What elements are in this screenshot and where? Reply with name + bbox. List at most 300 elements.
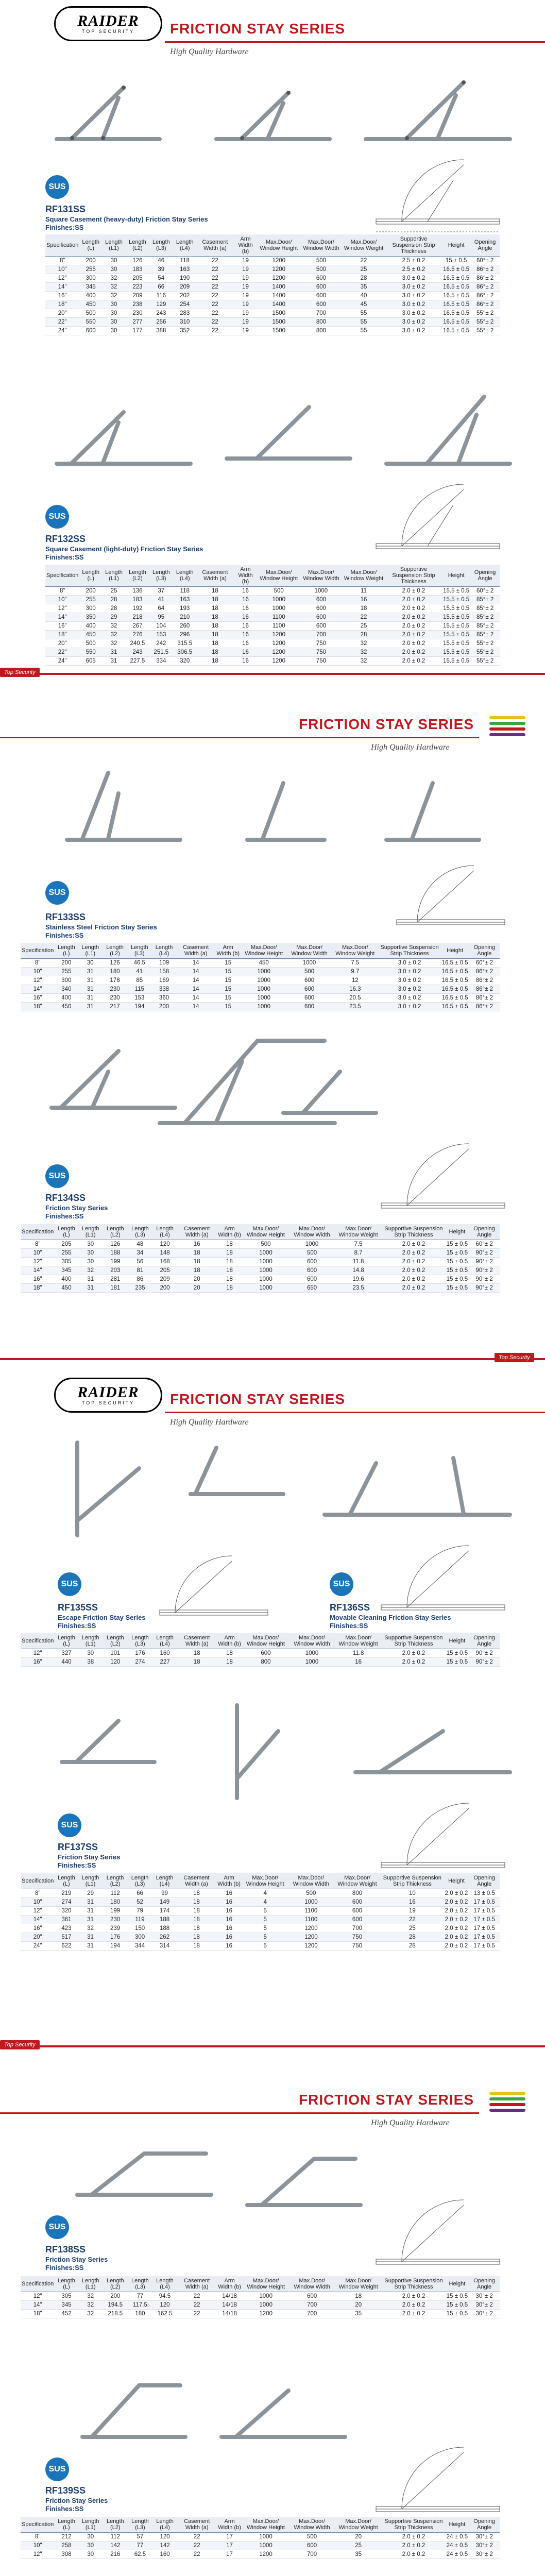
table-cell: 209 [152, 1275, 177, 1284]
table-cell: 188 [152, 1916, 177, 1924]
technical-drawing [371, 479, 505, 562]
table-cell: 32 [78, 2301, 103, 2310]
table-cell: 30°± 2 [469, 2310, 500, 2318]
table-cell: 15.5 ± 0.5 [442, 613, 470, 622]
column-header: Arm Width (b) [216, 2517, 243, 2533]
table-cell: 20" [45, 309, 79, 318]
table-cell: 12" [21, 2292, 55, 2301]
table-cell: 85°± 2 [470, 613, 500, 622]
table-cell: 8" [21, 1889, 55, 1898]
table-cell: 11.8 [335, 1258, 382, 1266]
table-cell: 18 [177, 1658, 216, 1667]
table-row [45, 631, 500, 639]
table-cell: 183 [126, 265, 149, 274]
table-cell: 600 [287, 985, 332, 994]
table-cell: 22 [177, 2550, 216, 2559]
table-cell: 22 [381, 1916, 444, 1924]
title-rule [165, 41, 545, 43]
brand-logo [54, 1378, 162, 1413]
table-cell: 15 [215, 985, 241, 994]
column-header: Casement Width (a) [197, 565, 234, 587]
table-cell: 16 [216, 1889, 242, 1898]
table-cell: 120 [103, 1658, 128, 1667]
table-cell: 126 [103, 959, 127, 968]
table-cell: 210 [173, 613, 197, 622]
table-cell: 200 [79, 587, 102, 596]
table-cell: 18 [216, 1240, 243, 1249]
table-cell: 12" [45, 274, 79, 283]
table-cell: 1100 [258, 613, 300, 622]
table-cell: 194.5 [103, 2301, 128, 2310]
table-cell: 15 ± 0.5 [446, 2301, 469, 2310]
table-cell: 30°± 2 [469, 2550, 500, 2559]
table-cell: 18 [216, 1258, 243, 1266]
table-cell: 3.0 ± 0.2 [385, 300, 442, 309]
table-cell: 1200 [258, 639, 300, 648]
table-cell: 90°± 2 [469, 1649, 500, 1658]
table-cell: 31 [78, 968, 103, 976]
catalog-page-3 [0, 1370, 545, 2056]
table-cell: 500 [243, 1240, 289, 1249]
table-cell: 15 [215, 994, 241, 1003]
table-cell: 1000 [243, 2292, 289, 2301]
table-cell: 129 [149, 300, 173, 309]
spec-table [21, 1873, 500, 1951]
page-subtitle: High Quality Hardware [371, 2119, 450, 2127]
table-cell: 2.0 ± 0.2 [385, 648, 442, 657]
table-cell: 300 [55, 976, 78, 985]
table-cell: 1400 [258, 300, 300, 309]
catalog-page-4 [0, 2061, 545, 2576]
table-cell: 1200 [288, 1942, 334, 1951]
table-cell: 31 [102, 657, 126, 666]
table-cell: 31 [78, 1942, 103, 1951]
table-row [45, 283, 500, 292]
table-cell: 1500 [258, 327, 300, 335]
product-code: RF131SS [45, 204, 86, 214]
column-header: Length (L4) [173, 565, 197, 587]
table-cell: 55°± 2 [470, 327, 500, 335]
column-header: Length (L3) [128, 1633, 152, 1649]
table-cell: 14 [176, 968, 215, 976]
table-cell: 90°± 2 [469, 1284, 500, 1293]
table-cell: 255 [55, 968, 78, 976]
table-cell: 2.0 ± 0.2 [382, 2550, 445, 2559]
table-cell: 400 [79, 622, 102, 631]
table-cell: 315.5 [173, 639, 197, 648]
column-header: Max.Door/ Window Width [289, 1224, 335, 1240]
table-cell: 30 [78, 1258, 103, 1266]
table-cell: 2.0 ± 0.2 [385, 657, 442, 666]
table-cell: 16" [21, 994, 55, 1003]
table-cell: 178 [103, 976, 127, 985]
table-cell: 1200 [243, 2550, 289, 2559]
table-cell: 600 [289, 1275, 335, 1284]
table-cell: 605 [79, 657, 102, 666]
column-header: Max.Door/ Window Height [243, 2276, 289, 2292]
table-cell: 46.5 [127, 959, 152, 968]
table-cell: 12" [21, 1258, 55, 1266]
table-cell: 32 [102, 274, 126, 283]
table-cell: 600 [289, 2541, 335, 2550]
table-cell: 217 [103, 1003, 127, 1011]
table-cell: 310 [173, 318, 197, 327]
column-header: Supportive Suspension Strip Thickness [382, 1633, 445, 1649]
table-cell: 24 ± 0.5 [446, 2541, 469, 2550]
table-cell: 38 [78, 1658, 103, 1667]
table-cell: 18 [177, 1898, 216, 1907]
table-cell: 86°± 2 [469, 1003, 500, 1011]
technical-drawing [376, 1798, 510, 1880]
table-cell: 126 [126, 257, 149, 265]
table-cell: 16.5 ± 0.5 [442, 300, 470, 309]
table-cell: 600 [300, 283, 343, 292]
table-cell: 23.5 [335, 1284, 382, 1293]
table-cell: 14 [176, 985, 215, 994]
table-cell: 176 [128, 1649, 152, 1658]
table-cell: 19 [233, 318, 258, 327]
table-cell: 35 [342, 283, 385, 292]
brand-name: RAIDER [77, 1384, 139, 1401]
page-subtitle: High Quality Hardware [170, 1418, 249, 1427]
table-cell: 32 [78, 2310, 103, 2318]
table-cell: 16.5 ± 0.5 [442, 292, 470, 300]
column-header: Length (L3) [128, 1224, 152, 1240]
table-cell: 28 [381, 1933, 444, 1942]
table-cell: 28 [342, 631, 385, 639]
table-cell: 258 [55, 2541, 78, 2550]
table-cell: 1000 [258, 596, 300, 604]
table-cell: 32 [78, 1266, 103, 1275]
table-cell: 16 [342, 596, 385, 604]
table-cell: 17 ± 0.5 [469, 1916, 500, 1924]
table-cell: 18" [45, 300, 79, 309]
table-cell: 2.0 ± 0.2 [382, 2292, 445, 2301]
table-row [45, 596, 500, 604]
table-cell: 142 [152, 2541, 177, 2550]
column-header: Length (L4) [152, 1873, 177, 1889]
table-cell: 305 [55, 1258, 78, 1266]
table-cell: 79 [128, 1907, 152, 1916]
catalog-page-1 [0, 0, 545, 680]
table-cell: 750 [334, 1942, 381, 1951]
column-header: Length (L) [79, 234, 102, 257]
table-cell: 452 [55, 2310, 78, 2318]
table-cell: 188 [103, 1249, 128, 1258]
table-cell: 10 [381, 1889, 444, 1898]
sus-badge: SUS [45, 881, 69, 905]
table-cell: 77 [128, 2292, 152, 2301]
column-header: Max.Door/ Window Width [300, 565, 343, 587]
column-header: Max.Door/ Window Width [300, 234, 343, 257]
title-rule [0, 2112, 479, 2114]
table-cell: 120 [152, 2301, 177, 2310]
title-rule [165, 1412, 545, 1413]
table-cell: 203 [103, 1266, 128, 1275]
table-cell: 19 [233, 327, 258, 335]
table-cell: 180 [128, 2310, 152, 2318]
table-cell: 16 [233, 596, 258, 604]
table-cell: 14" [21, 1266, 55, 1275]
column-header: Opening Angle [469, 1873, 500, 1889]
table-cell: 19 [233, 283, 258, 292]
table-cell: 16 [216, 1924, 242, 1933]
product-description: Square Casement (light-duty) Friction Stay Series Finishes:SS [45, 545, 203, 561]
table-row [45, 257, 500, 265]
table-cell: 1200 [258, 274, 300, 283]
table-cell: 1000 [289, 1649, 335, 1658]
column-header: Arm Width (b) [216, 1873, 242, 1889]
product-description: Friction Stay Series Finishes:SS [45, 1204, 108, 1220]
column-header: Length (L2) [103, 2517, 128, 2533]
table-cell: 64 [149, 604, 173, 613]
table-cell: 17 [216, 2533, 243, 2541]
table-cell: 600 [287, 1003, 332, 1011]
table-cell: 1200 [288, 1933, 334, 1942]
table-cell: 32 [78, 1924, 103, 1933]
table-cell: 10" [21, 2541, 55, 2550]
table-cell: 14" [45, 283, 79, 292]
column-header: Specification [21, 2517, 55, 2533]
table-cell: 800 [300, 327, 343, 335]
table-cell: 600 [300, 622, 343, 631]
table-cell: 194 [127, 1003, 152, 1011]
table-cell: 15 ± 0.5 [446, 1649, 469, 1658]
table-cell: 163 [173, 265, 197, 274]
table-cell: 56 [128, 1258, 152, 1266]
color-stripes [489, 716, 525, 739]
column-header: Opening Angle [470, 234, 500, 257]
table-cell: 262 [152, 1933, 177, 1942]
table-cell: 20 [335, 2301, 382, 2310]
table-cell: 15 ± 0.5 [446, 1658, 469, 1667]
table-cell: 149 [152, 1898, 177, 1907]
table-row [45, 292, 500, 300]
column-header: Arm Width (b) [215, 943, 241, 959]
column-header: Arm Width (b) [216, 2276, 243, 2292]
table-cell: 12" [21, 1649, 55, 1658]
column-header: Casement Width (a) [177, 1873, 216, 1889]
table-cell: 240.5 [126, 639, 149, 648]
table-cell: 39 [149, 265, 173, 274]
table-cell: 2.0 ± 0.2 [382, 2533, 445, 2541]
table-cell: 15.5 ± 0.5 [442, 657, 470, 666]
table-header-row [21, 1873, 500, 1889]
table-cell: 32 [102, 639, 126, 648]
table-cell: 35 [335, 2310, 382, 2318]
product-image [57, 1710, 160, 1772]
product-image [278, 1061, 381, 1123]
table-cell: 227.5 [126, 657, 149, 666]
table-header-row [45, 234, 500, 257]
table-cell: 16 [216, 1916, 242, 1924]
table-cell: 35 [335, 2550, 382, 2559]
table-cell: 31 [78, 1898, 103, 1907]
table-cell: 18 [177, 1907, 216, 1916]
table-cell: 2.0 ± 0.2 [385, 639, 442, 648]
table-cell: 344 [128, 1942, 152, 1951]
brand-logo [54, 6, 162, 41]
table-cell: 22 [177, 2533, 216, 2541]
table-cell: 350 [79, 613, 102, 622]
table-cell: 120 [152, 2533, 177, 2541]
table-cell: 20" [45, 639, 79, 648]
table-cell: 17 ± 0.5 [469, 1933, 500, 1942]
table-row [21, 976, 500, 985]
color-stripes [489, 2092, 525, 2114]
table-cell: 11.8 [335, 1649, 382, 1658]
table-cell: 15.5 ± 0.5 [442, 604, 470, 613]
table-cell: 174 [152, 1907, 177, 1916]
table-cell: 22 [197, 318, 234, 327]
table-cell: 2.0 ± 0.2 [444, 1942, 469, 1951]
table-cell: 10" [45, 265, 79, 274]
table-cell: 16.5 ± 0.5 [442, 318, 470, 327]
table-cell: 19 [233, 257, 258, 265]
table-cell: 160 [152, 1649, 177, 1658]
product-image [62, 762, 185, 850]
table-cell: 16 [233, 657, 258, 666]
table-row [21, 1284, 500, 1293]
column-header: Max.Door/ Window Height [258, 234, 300, 257]
table-cell: 16.5 ± 0.5 [441, 959, 469, 968]
table-cell: 17 [216, 2541, 243, 2550]
column-header: Length (L4) [152, 1224, 177, 1240]
table-cell: 16" [21, 1924, 55, 1933]
table-cell: 86°± 2 [469, 994, 500, 1003]
table-cell: 3.0 ± 0.2 [385, 274, 442, 283]
column-header: Casement Width (a) [177, 2517, 216, 2533]
column-header: Length (L4) [152, 943, 177, 959]
table-cell: 199 [103, 1907, 128, 1916]
table-cell: 16.5 ± 0.5 [442, 327, 470, 335]
table-cell: 500 [300, 265, 343, 274]
table-cell: 16 [177, 1240, 216, 1249]
table-cell: 305 [55, 2292, 78, 2301]
table-cell: 31 [78, 1275, 103, 1284]
product-code: RF135SS [58, 1602, 98, 1613]
table-cell: 450 [79, 300, 102, 309]
table-cell: 5 [242, 1907, 288, 1916]
table-cell: 15.5 ± 0.5 [442, 639, 470, 648]
table-cell: 9.7 [332, 968, 378, 976]
table-cell: 255 [55, 1249, 78, 1258]
table-cell: 230 [103, 985, 127, 994]
table-cell: 14/18 [216, 2301, 243, 2310]
table-cell: 600 [334, 1898, 381, 1907]
sus-badge: SUS [330, 1572, 353, 1596]
table-cell: 24 ± 0.5 [446, 2533, 469, 2541]
table-row [21, 1924, 500, 1933]
table-cell: 14 [176, 976, 215, 985]
table-cell: 19 [233, 300, 258, 309]
column-header: Casement Width (a) [177, 2276, 216, 2292]
table-cell: 28 [102, 604, 126, 613]
table-cell: 32 [102, 292, 126, 300]
column-header: Supportive Suspension Strip Thickness [382, 2276, 445, 2292]
table-cell: 800 [300, 318, 343, 327]
table-cell: 14" [21, 2301, 55, 2310]
column-header: Height [442, 234, 470, 257]
table-cell: 16" [21, 1658, 55, 1667]
table-cell: 800 [243, 1658, 289, 1667]
column-header: Max.Door/ Window Height [258, 565, 300, 587]
table-cell: 18 [177, 1258, 216, 1266]
table-cell: 1000 [288, 1898, 334, 1907]
product-code: RF132SS [45, 534, 86, 544]
table-cell: 54 [149, 274, 173, 283]
table-cell: 283 [173, 309, 197, 318]
table-cell: 230 [126, 309, 149, 318]
table-cell: 60°± 2 [470, 257, 500, 265]
table-cell: 3.0 ± 0.2 [378, 985, 440, 994]
page-title: FRICTION STAY SERIES [170, 21, 345, 37]
table-cell: 19 [381, 1907, 444, 1916]
table-cell: 181 [103, 1284, 128, 1293]
table-cell: 2.0 ± 0.2 [385, 613, 442, 622]
table-cell: 622 [55, 1942, 78, 1951]
table-cell: 136 [126, 587, 149, 596]
table-cell: 450 [55, 1284, 78, 1293]
table-cell: 18 [197, 639, 234, 648]
table-cell: 1000 [241, 968, 287, 976]
table-cell: 180 [103, 1898, 128, 1907]
footer-rule [0, 2045, 545, 2047]
technical-drawing [371, 155, 505, 237]
table-cell: 8" [21, 1240, 55, 1249]
table-cell: 1200 [288, 1924, 334, 1933]
table-cell: 30 [102, 309, 126, 318]
table-cell: 193 [173, 604, 197, 613]
table-cell: 750 [300, 648, 343, 657]
table-cell: 388 [149, 327, 173, 335]
table-cell: 31 [78, 985, 103, 994]
technical-drawing [376, 1540, 510, 1623]
table-cell: 153 [127, 994, 152, 1003]
table-cell: 1200 [258, 648, 300, 657]
column-header: Max.Door/ Window Width [289, 1633, 335, 1649]
table-cell: 22 [197, 265, 234, 274]
table-cell: 90°± 2 [469, 1658, 500, 1667]
table-cell: 168 [152, 1258, 177, 1266]
table-cell: 90°± 2 [469, 1275, 500, 1284]
product-image [242, 773, 330, 850]
table-cell: 2.0 ± 0.2 [385, 631, 442, 639]
table-row [45, 265, 500, 274]
table-cell: 18 [177, 1249, 216, 1258]
column-header: Max.Door/ Window Width [289, 2517, 335, 2533]
technical-drawing [155, 1546, 273, 1623]
table-cell: 20 [177, 1275, 216, 1284]
table-header-row [21, 2517, 500, 2533]
table-cell: 517 [55, 1933, 78, 1942]
table-cell: 12" [21, 976, 55, 985]
table-cell: 14" [21, 1916, 55, 1924]
table-header-row [21, 2276, 500, 2292]
table-cell: 32 [78, 2292, 103, 2301]
footer-tag: Top Security [0, 668, 40, 677]
column-header: Specification [21, 2276, 55, 2292]
table-cell: 31 [78, 1933, 103, 1942]
table-cell: 18 [177, 1649, 216, 1658]
table-cell: 18 [177, 1916, 216, 1924]
table-cell: 500 [258, 587, 300, 596]
product-image [242, 2143, 366, 2215]
product-image [319, 1453, 515, 1525]
table-cell: 30°± 2 [469, 2533, 500, 2541]
table-cell: 66 [149, 283, 173, 292]
column-header: Max.Door/ Window Height [243, 1224, 289, 1240]
